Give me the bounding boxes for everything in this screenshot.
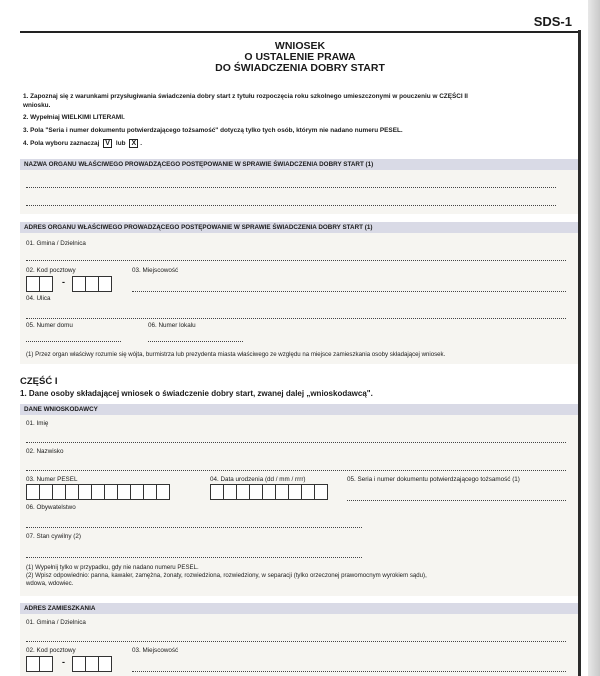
data-ur-label: 04. Data urodzenia (dd / mm / rrrr) bbox=[210, 476, 306, 483]
applicant-note-1: (1) Wypełnij tylko w przypadku, gdy nie nadano numeru PESEL. bbox=[26, 564, 199, 571]
organ-miejscowosc-field[interactable] bbox=[132, 291, 566, 292]
res-miejscowosc-label: 03. Miejscowość bbox=[132, 647, 179, 654]
obywatelstwo-label: 06. Obywatelstwo bbox=[26, 504, 76, 511]
res-kod-field-b[interactable] bbox=[72, 656, 111, 672]
organ-gmina-field[interactable] bbox=[26, 260, 566, 261]
organ-kod-field-a[interactable] bbox=[26, 276, 52, 292]
residence-heading: ADRES ZAMIESZKANIA bbox=[20, 603, 578, 614]
instruction-2: 2. Wypełniaj WIELKIMI LITERAMI. bbox=[23, 114, 125, 121]
imie-label: 01. Imię bbox=[26, 420, 49, 427]
res-miejscowosc-field[interactable] bbox=[132, 671, 566, 672]
data-ur-field[interactable] bbox=[210, 484, 327, 500]
organ-name-section bbox=[20, 159, 578, 214]
instruction-1: 1. Zapoznaj się z warunkami przysługiwania świadczenia dobry start z tytułu rozpoczęcia roku szkolnego umieszczonymi w pouczeniu w CZĘŚCI II wniosku. bbox=[23, 93, 468, 109]
organ-name-heading: NAZWA ORGANU WŁAŚCIWEGO PROWADZĄCEGO POSTĘPOWANIE W SPRAWIE ŚWIADCZENIA DOBRY START (1) bbox=[20, 159, 578, 170]
res-gmina-label: 01. Gmina / Dzielnica bbox=[26, 619, 86, 626]
res-kod-label: 02. Kod pocztowy bbox=[26, 647, 76, 654]
organ-nr-lokalu-label: 06. Numer lokalu bbox=[148, 322, 196, 329]
organ-miejscowosc-label: 03. Miejscowość bbox=[132, 267, 179, 274]
organ-gmina-label: 01. Gmina / Dzielnica bbox=[26, 240, 86, 247]
residence-section bbox=[20, 603, 578, 676]
organ-name-line-2[interactable] bbox=[26, 205, 556, 206]
stan-label: 07. Stan cywilny (2) bbox=[26, 533, 81, 540]
obywatelstwo-field[interactable] bbox=[26, 527, 362, 528]
organ-address-heading: ADRES ORGANU WŁAŚCIWEGO PROWADZĄCEGO POSTĘPOWANIE W SPRAWIE ŚWIADCZENIA DOBRY START (1) bbox=[20, 222, 578, 233]
nazwisko-field[interactable] bbox=[26, 470, 566, 471]
res-gmina-field[interactable] bbox=[26, 641, 566, 642]
organ-address-section bbox=[20, 222, 578, 364]
page-edge bbox=[578, 30, 581, 676]
nazwisko-label: 02. Nazwisko bbox=[26, 448, 64, 455]
res-kod-dash: - bbox=[62, 657, 65, 667]
part1-title: CZĘŚĆ I bbox=[20, 376, 58, 387]
applicant-note-2: (2) Wpisz odpowiednio: panna, kawaler, zamężna, żonaty, rozwiedziona, rozwiedziony, w separacji (tylko orzeczonej prawomocnym wyrokiem sądu), wdowa, wdowiec. bbox=[26, 572, 427, 587]
organ-kod-field-b[interactable] bbox=[72, 276, 111, 292]
applicant-section bbox=[20, 404, 578, 596]
seria-label: 05. Seria i numer dokumentu potwierdzającego tożsamość (1) bbox=[347, 476, 520, 483]
organ-footnote: (1) Przez organ właściwy rozumie się wójta, burmistrza lub prezydenta miasta właściwego ze względu na miejsce zamieszkania osoby składającej wniosek. bbox=[26, 351, 446, 358]
checkbox-v-sample: V bbox=[103, 139, 112, 148]
form-code: SDS-1 bbox=[533, 14, 572, 29]
stan-field[interactable] bbox=[26, 557, 362, 558]
applicant-heading: DANE WNIOSKODAWCY bbox=[20, 404, 578, 415]
instruction-4: 4. Pola wyboru zaznaczaj V lub X . bbox=[23, 140, 143, 148]
organ-name-line-1[interactable] bbox=[26, 187, 556, 188]
seria-field[interactable] bbox=[347, 500, 566, 501]
res-kod-field-a[interactable] bbox=[26, 656, 52, 672]
organ-nr-domu-field[interactable] bbox=[26, 341, 121, 342]
title-line-2: O USTALENIE PRAWA bbox=[244, 51, 356, 63]
organ-nr-domu-label: 05. Numer domu bbox=[26, 322, 73, 329]
organ-ulica-field[interactable] bbox=[26, 318, 566, 319]
page-shadow bbox=[588, 0, 600, 676]
kod-dash: - bbox=[62, 277, 65, 287]
imie-field[interactable] bbox=[26, 442, 566, 443]
pesel-label: 03. Numer PESEL bbox=[26, 476, 78, 483]
part1-subtitle: 1. Dane osoby składającej wniosek o świadczenie dobry start, zwanej dalej „wnioskodawcą". bbox=[20, 389, 373, 398]
pesel-field[interactable] bbox=[26, 484, 169, 500]
organ-ulica-label: 04. Ulica bbox=[26, 295, 51, 302]
organ-nr-lokalu-field[interactable] bbox=[148, 341, 243, 342]
title-line-3: DO ŚWIADCZENIA DOBRY START bbox=[215, 62, 385, 74]
header-rule bbox=[20, 31, 578, 33]
title-line-1: WNIOSEK bbox=[274, 40, 326, 52]
organ-kod-label: 02. Kod pocztowy bbox=[26, 267, 76, 274]
checkbox-x-sample: X bbox=[129, 139, 138, 148]
instruction-3: 3. Pola "Seria i numer dokumentu potwierdzającego tożsamość" dotyczą tylko tych osób, którym nie nadano numeru PESEL. bbox=[23, 127, 403, 134]
